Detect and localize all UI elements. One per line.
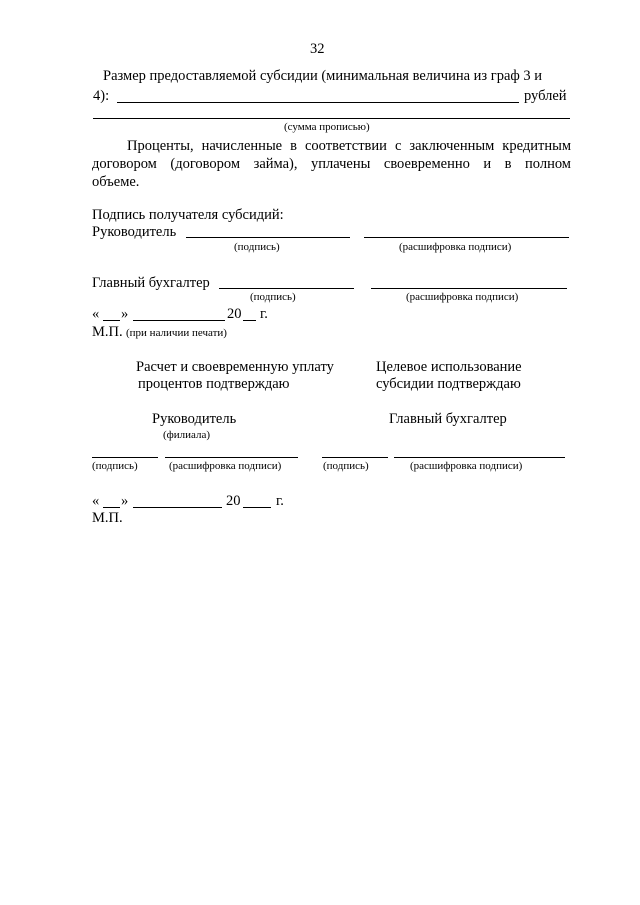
head-signature-blank: [186, 237, 350, 238]
date-year-prefix: 20: [227, 306, 242, 322]
currency-label: рублей: [524, 88, 567, 104]
interest-paragraph-line-2: договором (договором займа), уплачены своевременно и в полном: [92, 156, 571, 172]
confirm-left-role-note: (филиала): [163, 429, 211, 441]
subsidy-size-line: Размер предоставляемой субсидии (минимальная величина из граф 3 и: [103, 68, 543, 84]
date-month-blank: [133, 320, 225, 321]
head-signature-caption: (подпись): [234, 241, 280, 253]
confirm-left-signature-caption: (подпись): [92, 460, 138, 472]
date-open-quote: «: [92, 306, 100, 322]
head-decoding-caption: (расшифровка подписи): [399, 241, 512, 253]
confirm-left-role: Руководитель: [152, 411, 237, 427]
date-close-quote: »: [121, 306, 129, 322]
stamp-note: (при наличии печати): [126, 327, 227, 339]
confirm-left-decoding-caption: (расшифровка подписи): [169, 460, 282, 472]
accountant-decoding-caption: (расшифровка подписи): [406, 291, 519, 303]
confirm-right-decoding-blank: [394, 457, 565, 458]
final-stamp-label: М.П.: [92, 510, 123, 526]
date-year-blank: [243, 320, 256, 321]
final-date-day-blank: [103, 507, 120, 508]
final-date-year-blank: [243, 507, 271, 508]
date-year-suffix: г.: [260, 306, 268, 322]
confirm-right-decoding-caption: (расшифровка подписи): [410, 460, 523, 472]
final-date-month-blank: [133, 507, 222, 508]
confirm-left-line-2: процентов подтверждаю: [138, 376, 290, 392]
confirm-right-signature-caption: (подпись): [323, 460, 369, 472]
accountant-signature-caption: (подпись): [250, 291, 296, 303]
final-date-open-quote: «: [92, 493, 100, 509]
amount-in-words-blank: [93, 118, 570, 119]
head-label: Руководитель: [92, 224, 177, 240]
interest-paragraph-line-3: объеме.: [92, 174, 140, 190]
page-number: 32: [310, 41, 325, 57]
confirm-right-line-2: субсидии подтверждаю: [376, 376, 521, 392]
final-date-year-prefix: 20: [226, 493, 241, 509]
amount-in-words-caption: (сумма прописью): [284, 121, 370, 133]
confirm-left-line-1: Расчет и своевременную уплату: [136, 359, 334, 375]
final-date-year-suffix: г.: [276, 493, 284, 509]
stamp-label: М.П.: [92, 324, 123, 340]
date-day-blank: [103, 320, 120, 321]
accountant-signature-blank: [219, 288, 354, 289]
confirm-left-decoding-blank: [165, 457, 298, 458]
accountant-decoding-blank: [371, 288, 567, 289]
subsidy-amount-blank-2: [346, 102, 519, 103]
confirm-right-line-1: Целевое использование: [376, 359, 522, 375]
confirm-left-signature-blank: [92, 457, 158, 458]
subsidy-amount-blank: [117, 102, 346, 103]
confirm-right-signature-blank: [322, 457, 388, 458]
interest-paragraph-line-1: Проценты, начисленные в соответствии с заключенным кредитным: [127, 138, 571, 154]
recipient-signature-heading: Подпись получателя субсидий:: [92, 207, 284, 223]
accountant-label: Главный бухгалтер: [92, 275, 210, 291]
final-date-close-quote: »: [121, 493, 129, 509]
confirm-right-role: Главный бухгалтер: [389, 411, 507, 427]
subsidy-size-line-2-prefix: 4):: [93, 88, 110, 104]
head-decoding-blank: [364, 237, 569, 238]
